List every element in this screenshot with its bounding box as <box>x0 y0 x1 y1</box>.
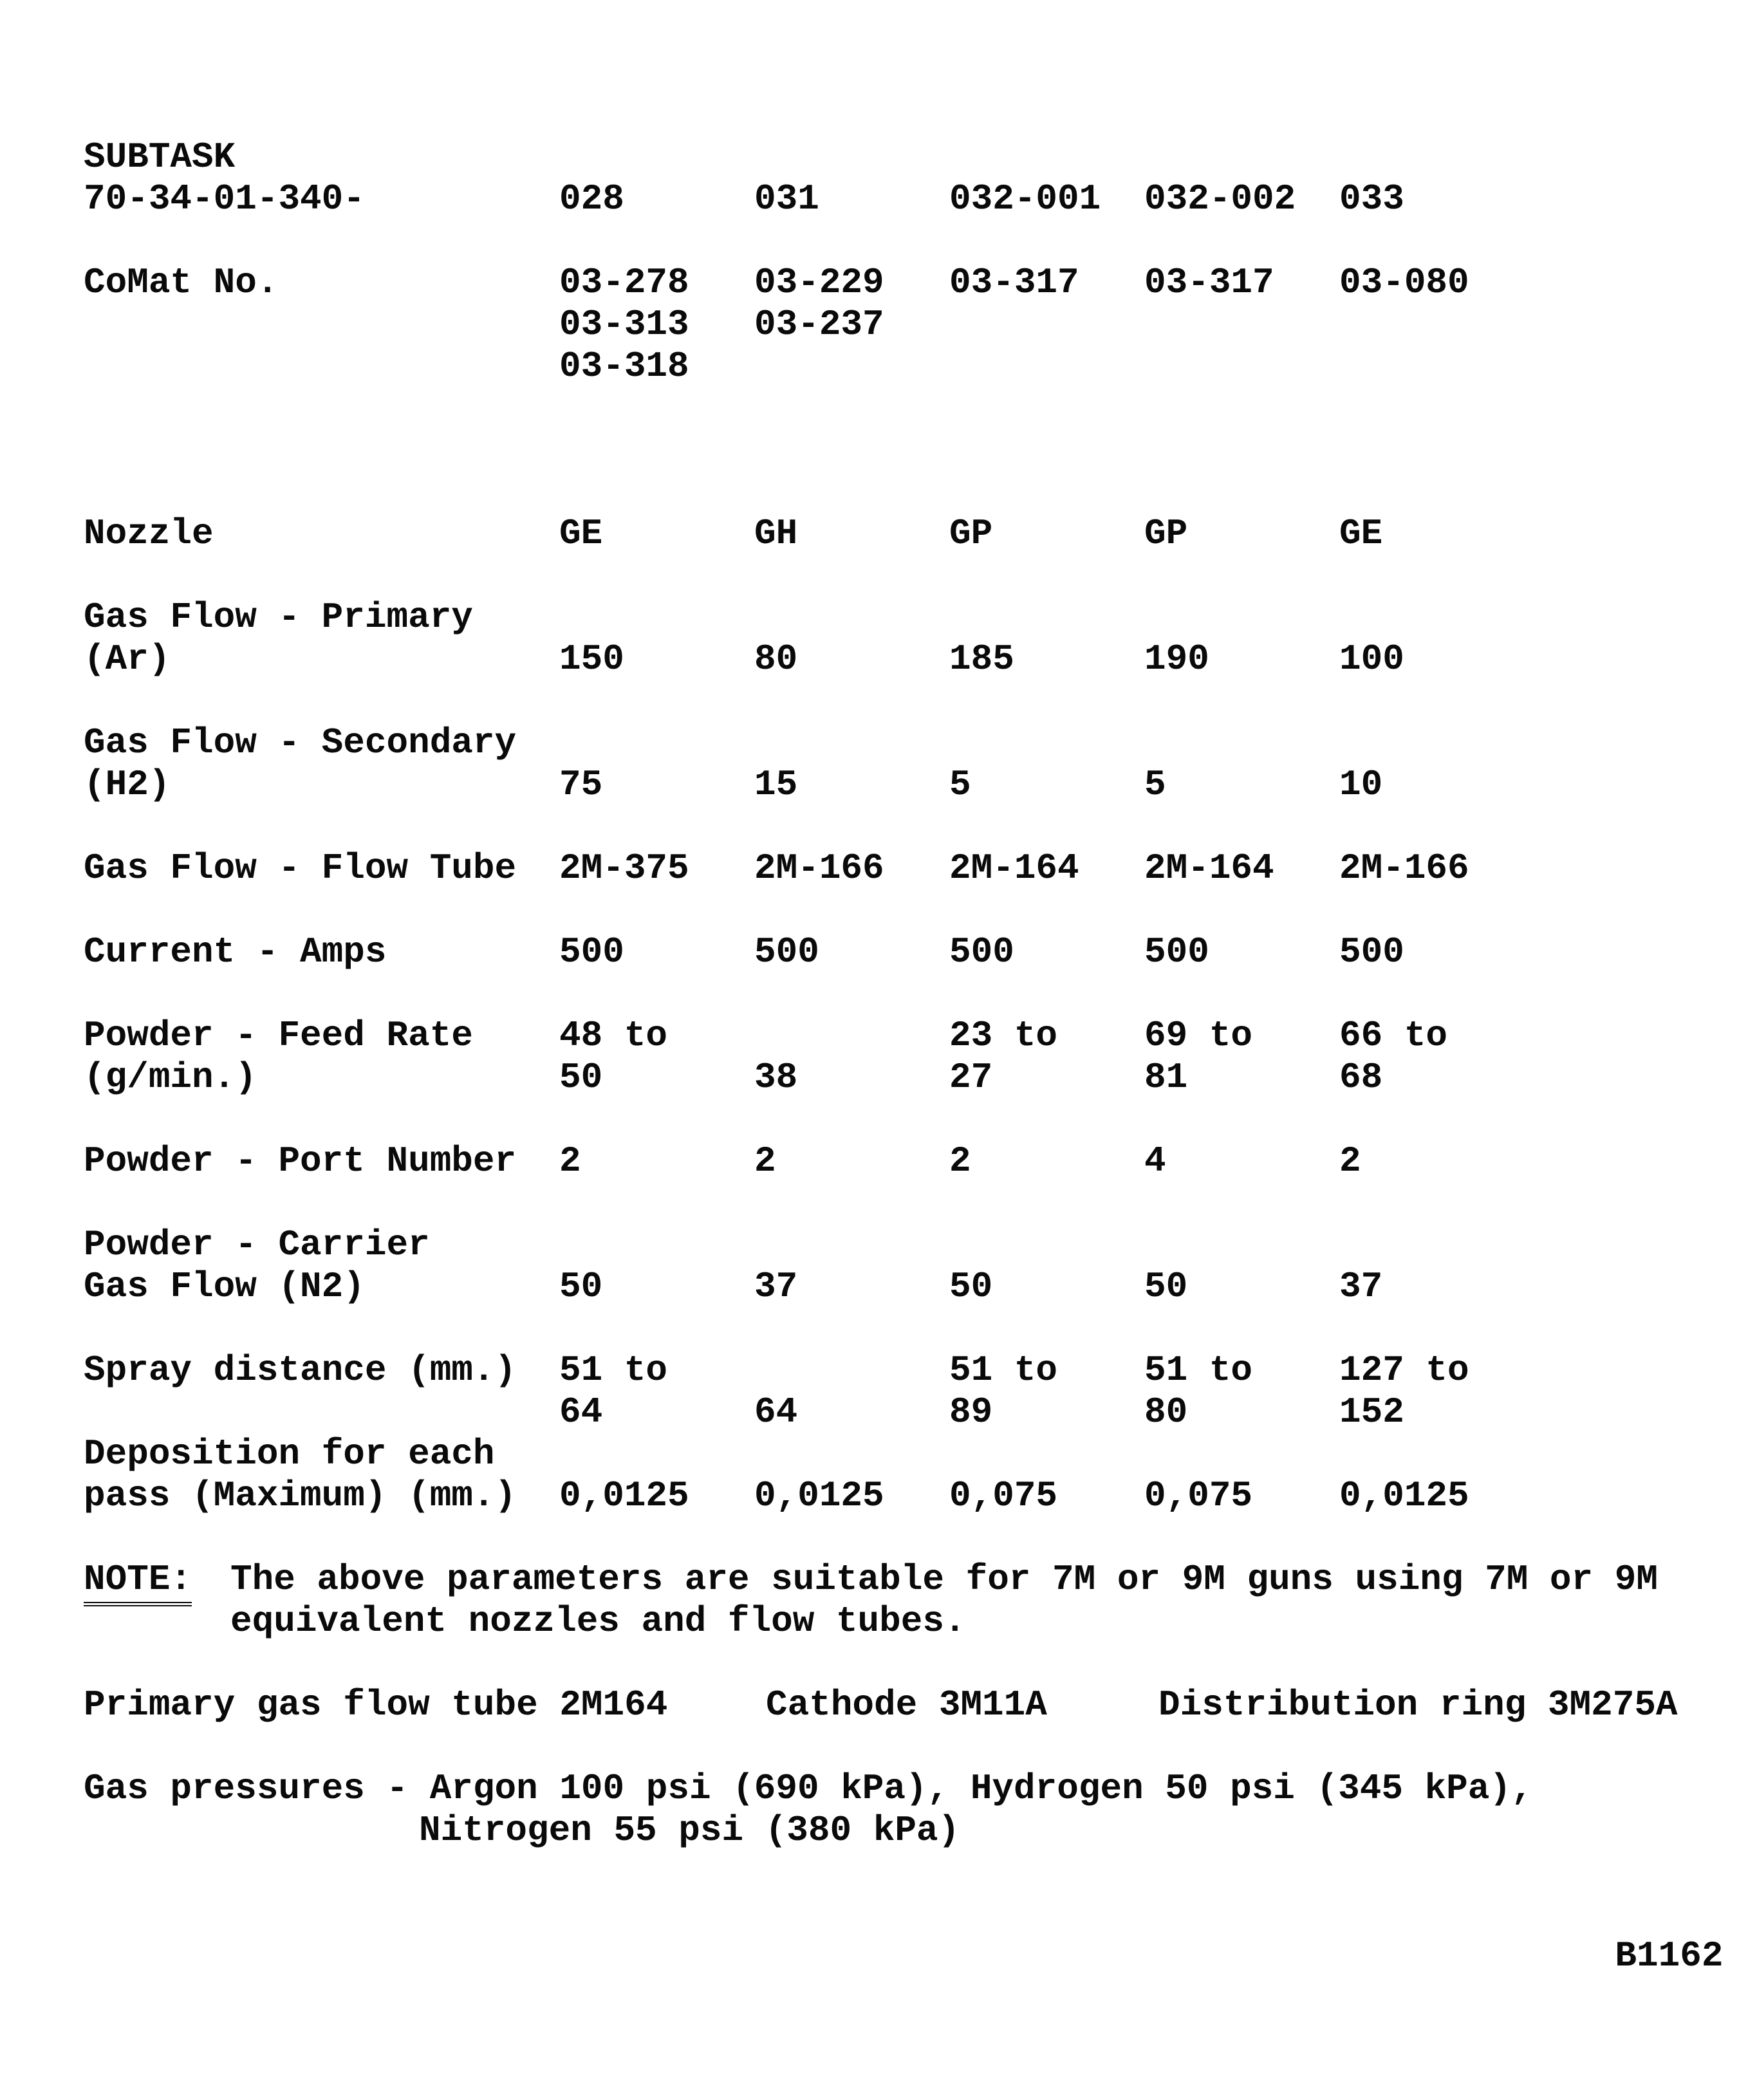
cell <box>754 1350 949 1391</box>
cathode-text: Cathode 3M11A <box>766 1684 1047 1725</box>
note-line-2 <box>84 1601 1757 1642</box>
row-label: Spray distance (mm.) <box>84 1350 517 1391</box>
cell: 51 to <box>949 1350 1058 1391</box>
cell <box>1339 597 1757 638</box>
cell: 0,075 <box>949 1475 1058 1516</box>
cell <box>559 597 754 638</box>
cell <box>754 136 949 178</box>
table-line <box>84 178 1757 220</box>
cell <box>1144 597 1339 638</box>
cell: GE <box>559 513 603 554</box>
cell <box>1339 722 1757 764</box>
cell <box>949 722 1144 764</box>
note-text-line2: equivalent nozzles and flow tubes. <box>230 1601 966 1642</box>
row-label: Nozzle <box>84 513 214 554</box>
row-label: SUBTASK <box>84 136 236 178</box>
gas-pressures-text-line2: Nitrogen 55 psi (380 kPa) <box>419 1810 960 1851</box>
distribution-ring-text: Distribution ring 3M275A <box>1158 1684 1678 1725</box>
cell: 75 <box>559 764 603 805</box>
cell <box>949 136 1144 178</box>
cell: 27 <box>949 1057 993 1098</box>
cell <box>1339 1433 1757 1475</box>
table-line <box>84 1057 1757 1099</box>
row-label: (H2) <box>84 764 171 805</box>
cell <box>1144 1224 1339 1266</box>
cell: 2M-375 <box>559 848 689 889</box>
cell <box>949 304 1144 346</box>
cell <box>559 136 754 178</box>
cell <box>1144 136 1339 178</box>
cell <box>1144 346 1339 387</box>
table-line <box>84 1391 1757 1433</box>
table-line <box>84 722 1757 764</box>
table-line <box>84 1475 1757 1517</box>
cell: 185 <box>949 638 1014 680</box>
cell <box>1339 304 1757 346</box>
table-line <box>84 931 1757 973</box>
row-label: (Ar) <box>84 638 171 680</box>
cell: 03-237 <box>754 304 884 345</box>
table-line <box>84 1015 1757 1057</box>
row-label <box>84 346 559 387</box>
row-label: Gas Flow - Primary <box>84 597 473 638</box>
cell: 80 <box>1144 1391 1188 1433</box>
cell: 69 to <box>1144 1015 1253 1056</box>
note-block <box>84 1559 1757 1642</box>
cell <box>559 1224 754 1266</box>
row-label <box>84 304 559 346</box>
cell: 2 <box>949 1140 971 1182</box>
equipment-line <box>84 1684 1757 1726</box>
cell: GP <box>949 513 993 554</box>
table-line <box>84 1224 1757 1266</box>
cell: GH <box>754 513 798 554</box>
cell <box>559 722 754 764</box>
cell: 032-002 <box>1144 178 1296 219</box>
cell: 127 to <box>1339 1350 1469 1391</box>
cell: 37 <box>754 1266 798 1307</box>
cell: 190 <box>1144 638 1209 680</box>
cell: 81 <box>1144 1057 1188 1098</box>
cell: 03-080 <box>1339 262 1469 303</box>
row-label: pass (Maximum) (mm.) <box>84 1475 517 1516</box>
note-line-1 <box>84 1559 1757 1601</box>
table-line <box>84 1140 1757 1182</box>
cell: 0,0125 <box>1339 1475 1469 1516</box>
cell: 5 <box>949 764 971 805</box>
table-line <box>84 262 1757 304</box>
cell <box>1144 722 1339 764</box>
row-label: (g/min.) <box>84 1057 257 1098</box>
cell: 37 <box>1339 1266 1383 1307</box>
cell: 2M-166 <box>1339 848 1469 889</box>
cell: 15 <box>754 764 798 805</box>
cell <box>1339 346 1757 387</box>
cell: 38 <box>754 1057 798 1098</box>
row-label <box>84 1391 559 1433</box>
cell: 50 <box>559 1266 603 1307</box>
cell: 23 to <box>949 1015 1058 1056</box>
table-line <box>84 513 1757 555</box>
cell: 03-278 <box>559 262 689 303</box>
cell: 4 <box>1144 1140 1166 1182</box>
cell: 03-313 <box>559 304 689 345</box>
note-label-text: NOTE: <box>84 1559 192 1606</box>
table-line <box>84 1350 1757 1391</box>
row-label: Gas Flow - Flow Tube <box>84 848 517 889</box>
table-line <box>84 764 1757 806</box>
cell: 2M-164 <box>1144 848 1274 889</box>
cell: 152 <box>1339 1391 1404 1433</box>
cell <box>949 346 1144 387</box>
row-label: Powder - Port Number <box>84 1140 517 1182</box>
cell <box>754 1433 949 1475</box>
cell: GP <box>1144 513 1188 554</box>
cell: 03-229 <box>754 262 884 303</box>
cell: 0,0125 <box>559 1475 689 1516</box>
cell: 10 <box>1339 764 1383 805</box>
cell: 150 <box>559 638 624 680</box>
cell <box>559 1433 754 1475</box>
cell: 500 <box>559 931 624 972</box>
row-label: CoMat No. <box>84 262 279 303</box>
cell: 100 <box>1339 638 1404 680</box>
cell: 2M-166 <box>754 848 884 889</box>
cell: 500 <box>949 931 1014 972</box>
cell: 500 <box>1144 931 1209 972</box>
table-line <box>84 848 1757 889</box>
gas-pressures-line-2 <box>84 1810 1757 1852</box>
cell: 64 <box>559 1391 603 1433</box>
note-indent <box>84 1601 230 1642</box>
cell <box>754 1015 949 1057</box>
cell: 500 <box>1339 931 1404 972</box>
cell <box>949 597 1144 638</box>
cell: 5 <box>1144 764 1166 805</box>
cell: 80 <box>754 638 798 680</box>
cell: 50 <box>559 1057 603 1098</box>
cell: 0,0125 <box>754 1475 884 1516</box>
table-line <box>84 1433 1757 1475</box>
note-label <box>84 1559 230 1606</box>
cell: 51 to <box>559 1350 668 1391</box>
row-label: Powder - Carrier <box>84 1224 430 1265</box>
row-label: Powder - Feed Rate <box>84 1015 473 1056</box>
cell: 500 <box>754 931 819 972</box>
cell <box>949 1433 1144 1475</box>
cell: 48 to <box>559 1015 668 1056</box>
cell: 028 <box>559 178 624 219</box>
cell <box>754 597 949 638</box>
cell: 2 <box>559 1140 581 1182</box>
row-label: 70-34-01-340- <box>84 178 365 219</box>
cell: 2 <box>754 1140 776 1182</box>
cell: 50 <box>1144 1266 1188 1307</box>
doc-number: B1162 <box>1615 1935 1724 1976</box>
cell <box>1339 1224 1757 1266</box>
cell: 66 to <box>1339 1015 1448 1056</box>
note-text-line1: The above parameters are suitable for 7M or 9M guns using 7M or 9M <box>230 1559 1658 1600</box>
cell: 033 <box>1339 178 1404 219</box>
table-line <box>84 304 1757 346</box>
cell: 64 <box>754 1391 798 1433</box>
row-label: Gas Flow (N2) <box>84 1266 365 1307</box>
gas-pressures-block <box>84 1768 1757 1852</box>
table-line <box>84 346 1757 387</box>
parameters-table <box>84 136 1757 1517</box>
cell: 50 <box>949 1266 993 1307</box>
cell: 03-318 <box>559 346 689 387</box>
cell <box>1339 136 1757 178</box>
cell: 03-317 <box>949 262 1079 303</box>
cell <box>754 346 949 387</box>
cell: 032-001 <box>949 178 1101 219</box>
cell: GE <box>1339 513 1383 554</box>
cell <box>754 1224 949 1266</box>
cell: 03-317 <box>1144 262 1274 303</box>
gas-pressures-line-1 <box>84 1768 1757 1810</box>
cell: 89 <box>949 1391 993 1433</box>
cell <box>949 1224 1144 1266</box>
table-line <box>84 638 1757 680</box>
cell: 2 <box>1339 1140 1361 1182</box>
cell: 0,075 <box>1144 1475 1253 1516</box>
cell: 031 <box>754 178 819 219</box>
cell: 2M-164 <box>949 848 1079 889</box>
cell <box>754 722 949 764</box>
row-label: Current - Amps <box>84 931 387 972</box>
cell <box>1144 1433 1339 1475</box>
cell: 68 <box>1339 1057 1383 1098</box>
table-line <box>84 1266 1757 1308</box>
cell: 51 to <box>1144 1350 1253 1391</box>
row-label: Gas Flow - Secondary <box>84 722 517 763</box>
table-line <box>84 597 1757 638</box>
row-label: Deposition for each <box>84 1433 495 1474</box>
gas-pressures-text-line1: Gas pressures - Argon 100 psi (690 kPa), Hydrogen 50 psi (345 kPa), <box>84 1768 1533 1809</box>
primary-gas-flow-tube-text: Primary gas flow tube 2M164 <box>84 1684 668 1725</box>
table-line <box>84 136 1757 178</box>
cell <box>1144 304 1339 346</box>
doc-number-line <box>84 1893 1757 1976</box>
